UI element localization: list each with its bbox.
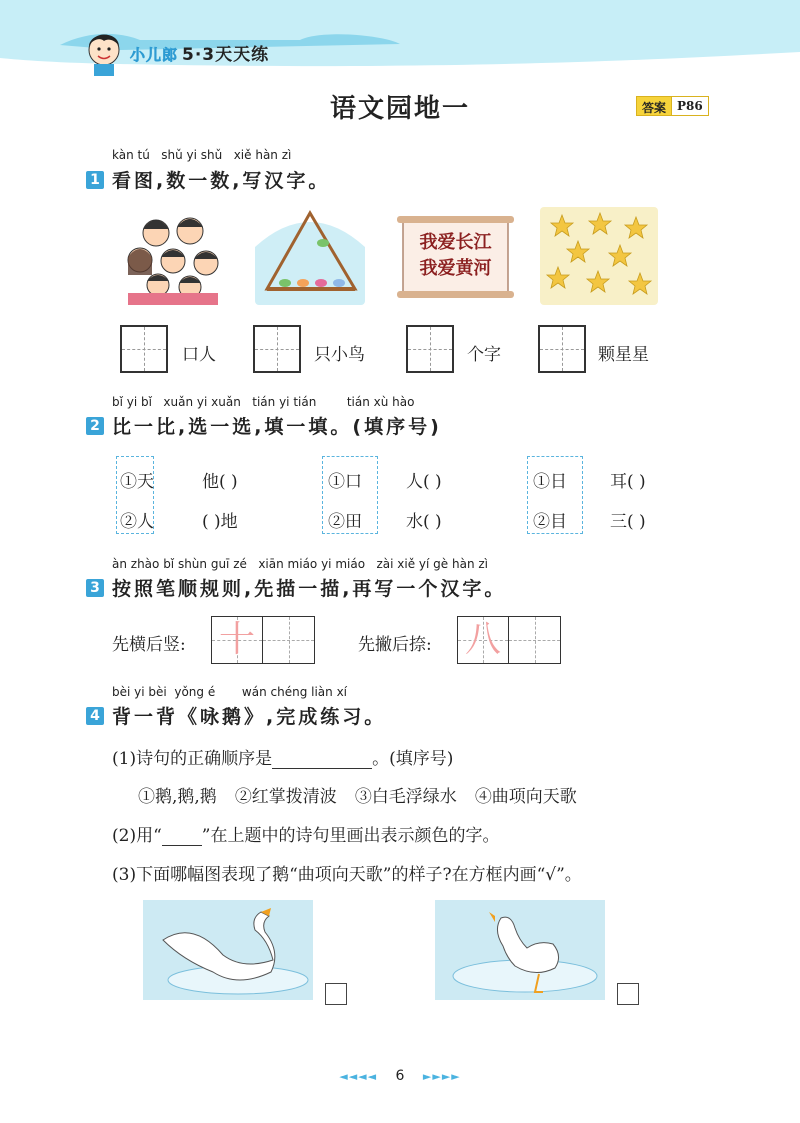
goose-picture-2	[435, 900, 605, 1000]
goose-checkbox-2[interactable]	[617, 983, 639, 1005]
q4-sub1-blank[interactable]	[272, 750, 372, 769]
page-footer	[0, 1068, 800, 1084]
q1-pinyin: kàn tú shǔ yi shǔ xiě hàn zì	[112, 148, 292, 162]
q4-option-1: ①鹅,鹅,鹅	[138, 787, 217, 807]
q1-write-box-4[interactable]	[538, 325, 586, 373]
footer-right-arrows-icon: ►►►►	[422, 1070, 461, 1083]
scroll-line-2: 我爱黄河	[419, 258, 492, 279]
goose-checkbox-1[interactable]	[325, 983, 347, 1005]
q2-g3-opt1: ①日	[533, 472, 567, 492]
q4-option-2: ②红掌拨清波	[234, 787, 337, 807]
page-title: 语文园地一	[329, 94, 470, 124]
mascot-boy-icon	[82, 28, 126, 76]
q2-pinyin: bǐ yi bǐ xuǎn yi xuǎn tián yi tián tián xù hào	[112, 395, 415, 409]
q3-label-1: 先横后竖:	[112, 635, 186, 655]
q4-sub1-prefix: (1)诗句的正确顺序是	[112, 749, 273, 769]
q1-write-box-3[interactable]	[406, 325, 454, 373]
q3-instruction: 按照笔顺规则,先描一描,再写一个汉字。	[112, 578, 507, 600]
page-number: 6	[395, 1068, 405, 1084]
q2-instruction: 比一比,选一选,填一填。(填序号)	[112, 416, 442, 438]
q1-write-box-1[interactable]	[120, 325, 168, 373]
q3-trace-grid-1[interactable]	[211, 616, 315, 664]
q2-g3-opt2: ②目	[533, 512, 567, 532]
goose-picture-1	[143, 900, 313, 1000]
q3-number: 3	[86, 579, 104, 597]
q4-sub1-suffix: 。(填序号)	[372, 749, 454, 769]
answer-page: P86	[672, 96, 709, 116]
answer-badge[interactable]	[636, 96, 709, 116]
q2-g1-opt1: ①天	[120, 472, 154, 492]
q3-trace-char-2: 八	[465, 619, 502, 660]
q2-g3-fill2[interactable]: 三( )	[610, 512, 646, 532]
q2-g2-fill1[interactable]: 人( )	[406, 472, 442, 492]
q3-write-cell-1[interactable]	[263, 617, 314, 663]
q3-trace-cell-2[interactable]	[458, 617, 509, 663]
logo-sub: 5·3天天练	[182, 45, 270, 65]
q1-word-4: 颗星星	[598, 345, 649, 365]
q4-sub2	[112, 821, 499, 846]
q2-g2-fill2[interactable]: 水( )	[406, 512, 442, 532]
q2-number: 2	[86, 417, 104, 435]
birds-picture	[255, 207, 365, 305]
q3-trace-cell-1[interactable]	[212, 617, 263, 663]
q3-trace-char-1: 十	[219, 619, 256, 660]
q4-pinyin: bèi yi bèi yǒng é wán chéng liàn xí	[112, 685, 348, 699]
family-picture	[118, 205, 228, 305]
q2-g1-fill1[interactable]: 他( )	[202, 472, 238, 492]
q4-sub3: (3)下面哪幅图表现了鹅“曲项向天歌”的样子?在方框内画“√”。	[112, 865, 582, 885]
q2-g1-opt2: ②人	[120, 512, 154, 532]
q2-g1-fill2[interactable]: ( )地	[202, 512, 238, 532]
scroll-text	[393, 230, 518, 282]
footer-left-arrows-icon: ◄◄◄◄	[339, 1070, 378, 1083]
q1-word-3: 个字	[467, 345, 501, 365]
q4-sub2-line-sample	[162, 827, 202, 846]
q3-write-cell-2[interactable]	[509, 617, 560, 663]
q1-word-1: 口人	[182, 345, 216, 365]
q4-options	[138, 782, 577, 807]
q3-label-2: 先撇后捺:	[358, 635, 432, 655]
q4-option-4: ④曲项向天歌	[474, 787, 577, 807]
q4-option-3: ③白毛浮绿水	[354, 787, 457, 807]
q4-sub2-prefix: (2)用“	[112, 826, 162, 846]
q4-number: 4	[86, 707, 104, 725]
q3-pinyin: àn zhào bǐ shùn guī zé xiān miáo yi miáo zài xiě yí gè hàn zì	[112, 557, 488, 571]
logo-brand: 小儿郎	[130, 46, 179, 64]
scroll-line-1: 我爱长江	[419, 232, 492, 253]
answer-label: 答案	[636, 96, 672, 116]
q1-word-2: 只小鸟	[314, 345, 365, 365]
q4-sub1	[112, 744, 453, 769]
stars-picture	[540, 207, 658, 305]
q2-g2-opt1: ①口	[328, 472, 362, 492]
q1-instruction: 看图,数一数,写汉字。	[112, 170, 331, 192]
q2-g3-fill1[interactable]: 耳( )	[610, 472, 646, 492]
q1-write-box-2[interactable]	[253, 325, 301, 373]
q4-instruction: 背一背《咏鹅》,完成练习。	[112, 706, 387, 728]
q1-number: 1	[86, 171, 104, 189]
q2-g2-opt2: ②田	[328, 512, 362, 532]
q3-trace-grid-2[interactable]	[457, 616, 561, 664]
q4-sub2-suffix: ”在上题中的诗句里画出表示颜色的字。	[201, 826, 500, 846]
logo	[130, 40, 269, 65]
